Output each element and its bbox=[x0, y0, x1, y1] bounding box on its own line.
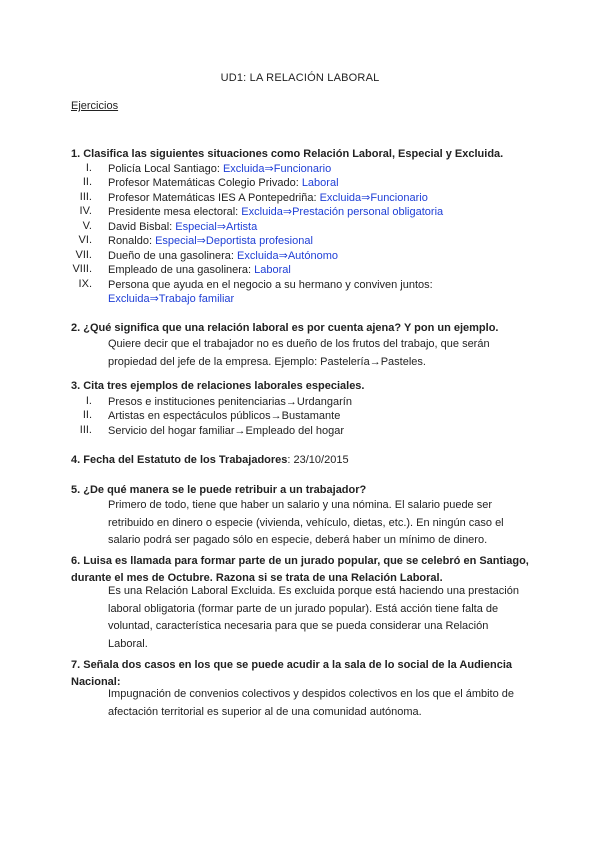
list-item: Dueño de una gasolinera: Excluida⇒Autónomo bbox=[108, 250, 338, 262]
question-6-heading: 6. Luisa es llamada para formar parte de un jurado popular, que se celebró en Santiago, durante el mes de Octubre. Razona si se trata de una Relación Laboral. bbox=[71, 555, 529, 584]
list-item: Persona que ayuda en el negocio a su hermano y conviven juntos: bbox=[108, 279, 433, 291]
list-number: II. bbox=[82, 409, 92, 421]
list-item-answer: Excluida⇒Trabajo familiar bbox=[108, 293, 235, 305]
section-heading: Ejercicios bbox=[71, 100, 119, 112]
list-number: VI. bbox=[78, 234, 92, 246]
list-item: David Bisbal: Especial⇒Artista bbox=[108, 221, 258, 233]
question-2-heading: 2. ¿Qué significa que una relación laboral es por cuenta ajena? Y pon un ejemplo. bbox=[71, 322, 499, 334]
list-item: Ronaldo: Especial⇒Deportista profesional bbox=[108, 235, 313, 247]
list-number: II. bbox=[82, 176, 92, 188]
list-item: Presos e instituciones penitenciarias→Urdangarín bbox=[108, 396, 352, 408]
question-7-answer: Impugnación de convenios colectivos y despidos colectivos en los que el ámbito de afectación territorial es superior al de una comunidad autónoma. bbox=[108, 688, 515, 718]
list-number: III. bbox=[79, 191, 92, 203]
list-item: Presidente mesa electoral: Excluida⇒Prestación personal obligatoria bbox=[108, 206, 444, 218]
question-6-answer: Es una Relación Laboral Excluida. Es excluida porque está haciendo una prestación laboral obligatoria (formar parte de un jurado popular). Está acción tiene falta de voluntad, característica necesaria para que se pueda considerar una Relación Laboral. bbox=[108, 585, 519, 650]
list-item: Profesor Matemáticas IES A Pontepedriña: Excluida⇒Funcionario bbox=[108, 192, 428, 204]
question-1-heading: 1. Clasifica las siguientes situaciones como Relación Laboral, Especial y Excluida. bbox=[71, 148, 504, 160]
list-item: Servicio del hogar familiar→Empleado del hogar bbox=[108, 425, 345, 437]
question-7-heading: 7. Señala dos casos en los que se puede acudir a la sala de lo social de la Audiencia Nacional: bbox=[71, 659, 512, 688]
list-item: Policía Local Santiago: Excluida⇒Funcionario bbox=[108, 163, 332, 175]
question-3-heading: 3. Cita tres ejemplos de relaciones laborales especiales. bbox=[71, 380, 365, 392]
list-number: I. bbox=[85, 162, 92, 174]
question-5-heading: 5. ¿De qué manera se le puede retribuir a un trabajador? bbox=[71, 484, 367, 496]
list-item: Artistas en espectáculos públicos→Bustamante bbox=[108, 410, 341, 422]
list-number: III. bbox=[79, 424, 92, 436]
list-number: VIII. bbox=[72, 263, 92, 275]
list-number: IV. bbox=[79, 205, 92, 217]
question-2-answer: Quiere decir que el trabajador no es dueño de los frutos del trabajo, que serán propiedad del jefe de la empresa. Ejemplo: Pastelería→Pasteles. bbox=[108, 338, 490, 368]
list-item: Empleado de una gasolinera: Laboral bbox=[108, 264, 291, 276]
list-number: IX. bbox=[78, 278, 92, 290]
list-number: I. bbox=[85, 395, 92, 407]
question-4: 4. Fecha del Estatuto de los Trabajadores: 23/10/2015 bbox=[71, 454, 349, 466]
list-number: V. bbox=[82, 220, 92, 232]
question-5-answer: Primero de todo, tiene que haber un salario y una nómina. El salario puede ser retribuido en dinero o especie (vivienda, vehículo, dietas, etc.). En ningún caso el salario podrá ser pagado sólo en especie, deberá haber un mínimo de dinero. bbox=[108, 499, 504, 546]
list-number: VII. bbox=[75, 249, 92, 261]
document-title: UD1: LA RELACIÓN LABORAL bbox=[220, 72, 380, 84]
list-item: Profesor Matemáticas Colegio Privado: Laboral bbox=[108, 177, 339, 189]
